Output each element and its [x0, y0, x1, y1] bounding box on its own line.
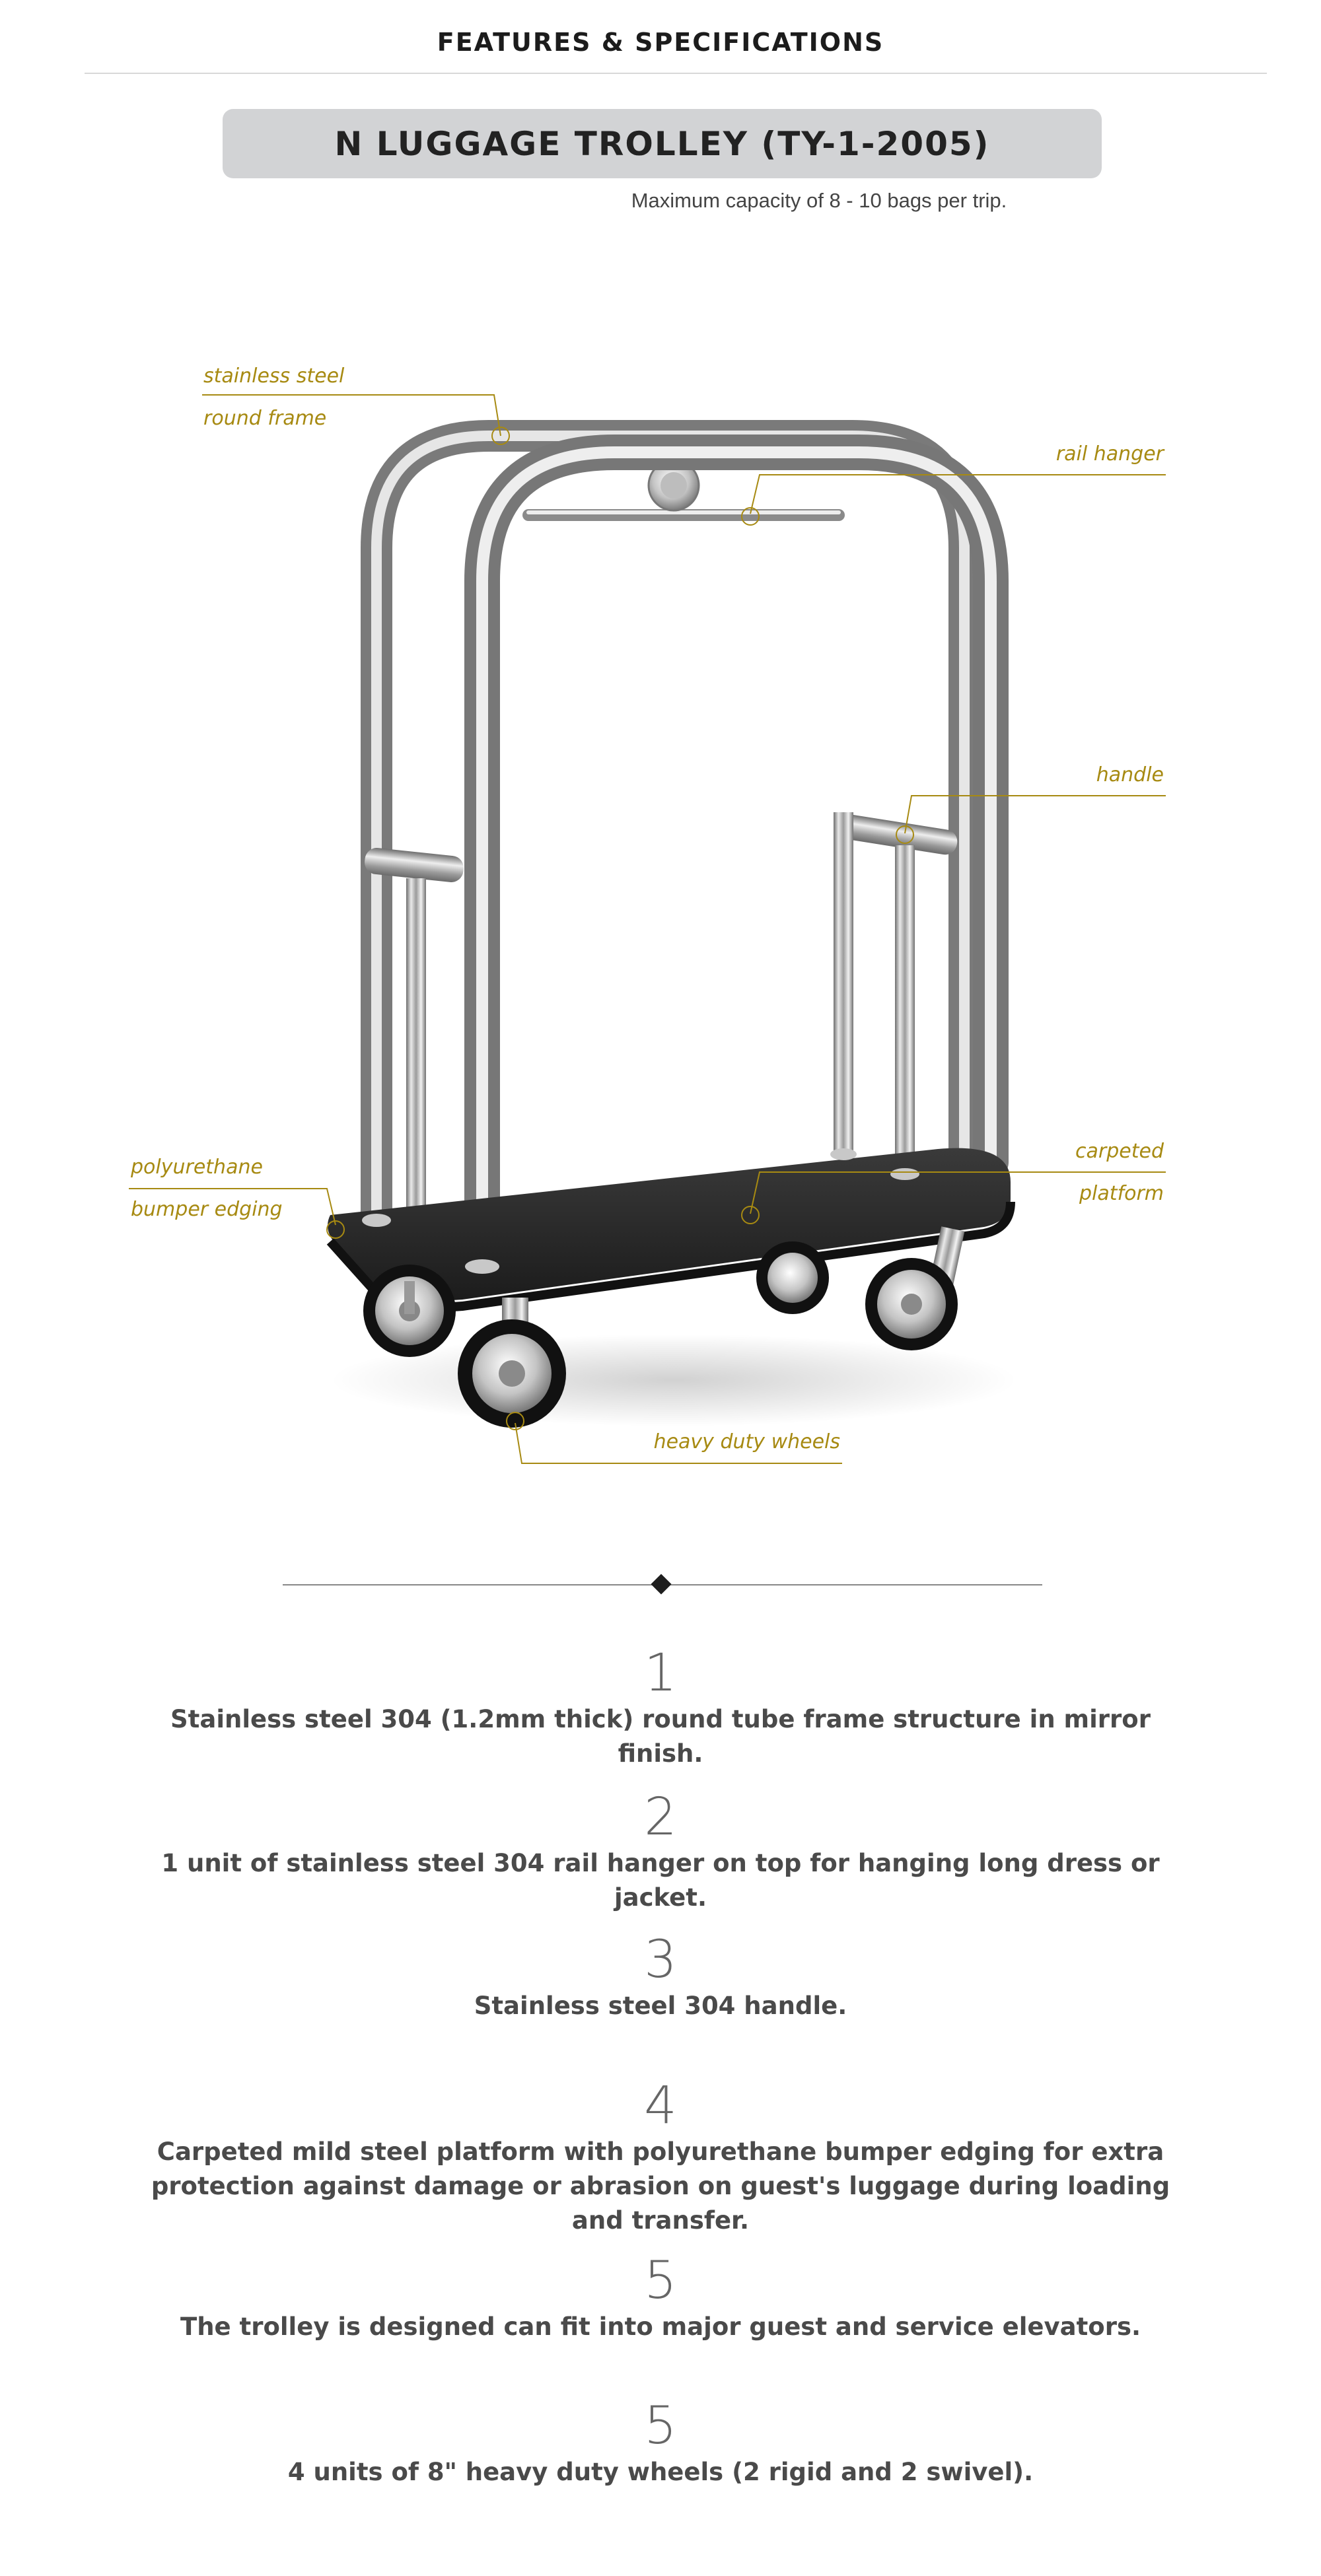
spec-text: The trolley is designed can fit into major guest and service elevators. — [180, 2313, 1141, 2341]
spec-number: 3 — [644, 1930, 677, 1990]
product-title: N LUGGAGE TROLLEY (TY-1-2005) — [334, 124, 990, 163]
spec-item-4 — [132, 2077, 1189, 2238]
spec-number: 2 — [644, 1788, 677, 1847]
callout-leaders — [129, 395, 1166, 1463]
callout-rail-hanger: rail hanger — [1055, 442, 1164, 466]
spec-item-1 — [132, 1644, 1189, 1771]
wheel-rear-right — [756, 1241, 829, 1314]
spec-text: Stainless steel 304 handle. — [474, 1992, 847, 2020]
spec-text: 4 units of 8" heavy duty wheels (2 rigid and 2 swivel). — [287, 2458, 1034, 2486]
spec-text: Stainless steel 304 (1.2mm thick) round tube frame structure in mirror finish. — [170, 1705, 1151, 1768]
callout-platform: carpeted platform — [1075, 1140, 1164, 1205]
spec-text: Carpeted mild steel platform with polyurethane bumper edging for extra protection against damage or abrasion on guest's luggage during loading and transfer. — [151, 2138, 1170, 2235]
page-header: FEATURES & SPECIFICATIONS — [437, 28, 884, 57]
spec-number: 5 — [644, 2396, 677, 2456]
spec-item-5 — [132, 2252, 1189, 2344]
spec-item-3 — [132, 1931, 1189, 2023]
spec-number: 5 — [644, 2251, 677, 2311]
callout-frame: stainless steel round frame — [203, 365, 345, 430]
spec-number: 4 — [644, 2076, 677, 2136]
callout-handle: handle — [1096, 763, 1164, 786]
callout-wheels: heavy duty wheels — [653, 1430, 840, 1453]
wheel-rear-left — [363, 1265, 456, 1357]
spec-item-6 — [132, 2397, 1189, 2489]
divider-diamond-icon — [651, 1574, 671, 1594]
callout-bumper: polyurethane bumper edging — [131, 1156, 283, 1221]
wheel-front-left — [458, 1298, 566, 1428]
spec-text: 1 unit of stainless steel 304 rail hanger on top for hanging long dress or jacket. — [161, 1849, 1160, 1912]
spec-number: 1 — [644, 1644, 677, 1703]
capacity-note: Maximum capacity of 8 - 10 bags per trip. — [631, 189, 1007, 212]
spec-item-2 — [132, 1788, 1189, 1915]
